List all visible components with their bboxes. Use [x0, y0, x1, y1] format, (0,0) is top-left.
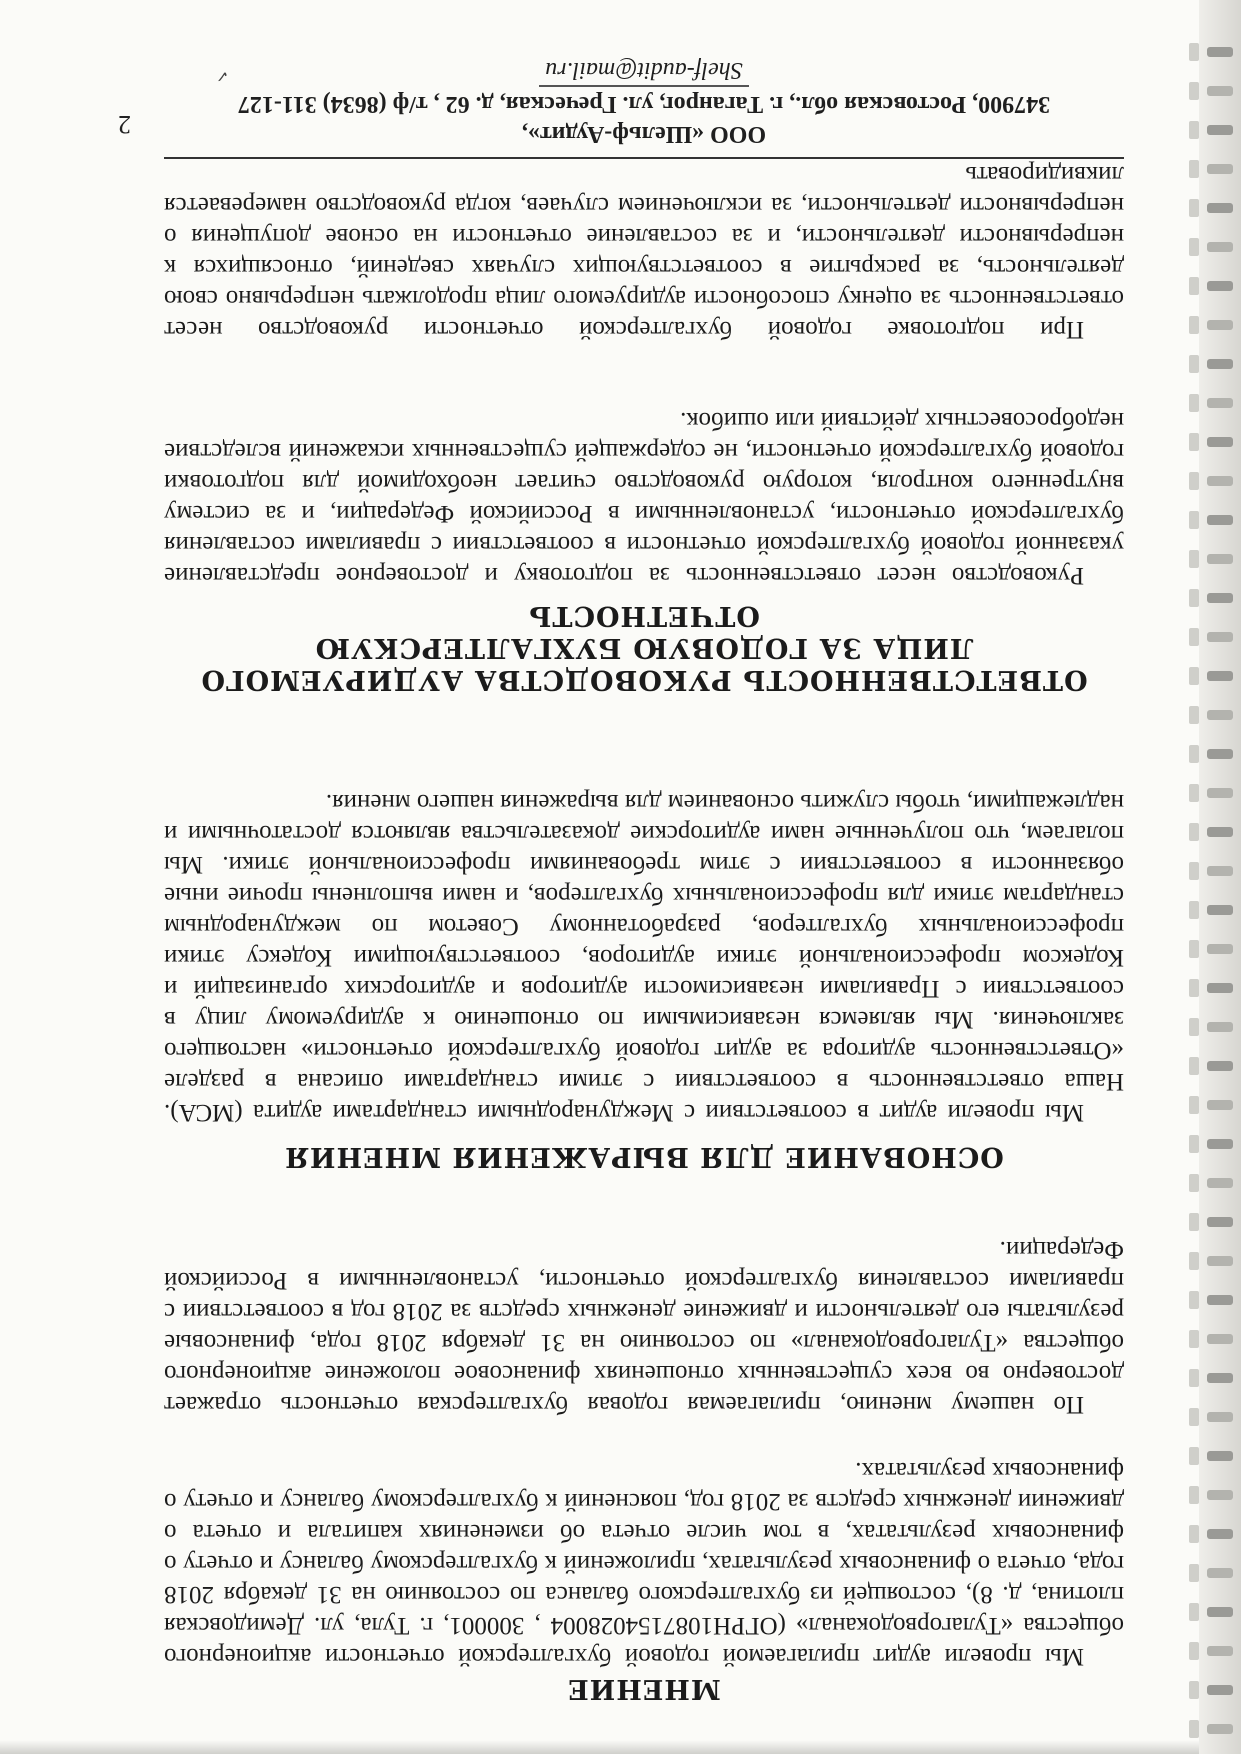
- punch-hole: [1189, 1408, 1199, 1426]
- punch-hole: [1189, 1252, 1199, 1270]
- punch-hole: [1189, 1135, 1199, 1153]
- binding-ring: [1207, 476, 1233, 486]
- punch-hole: [1189, 1720, 1199, 1738]
- punch-hole: [1189, 277, 1199, 295]
- punch-hole: [1189, 238, 1199, 256]
- paragraph: Руководство несет ответственность за подготовку и достоверное представление указанной годовой бухгалтерской отчетности в соответствии с правилами составления бухгалтерской отчетности, установленными в Российской Федерации, и за систему внутреннего контроля, которую руководство считает необходимой для подготовки годовой бухгалтерской отчетности, не содержащей существенных искажений вследствие недобросовестных действий или ошибок.: [164, 407, 1124, 589]
- binding-ring: [1207, 671, 1233, 681]
- punch-hole: [1189, 43, 1199, 61]
- binding-ring: [1207, 359, 1233, 369]
- paragraph: Мы провели аудит прилагаемой годовой бухгалтерской отчетности акционерного общества «Тулагорводоканал» (ОГРН1087154028004 , 300001, г. Тула, ул. Демидовская плотина, д. 8), состоящей из бухгалтерского баланса по состоянию на 31 декабря 2018 года, отчета о финансовых результатах, приложений к бухгалтерскому балансу и отчету о финансовых результатах, в том числе отчета об изменениях капитала и отчета о движении денежных средств за 2018 год, пояснений к бухгалтерскому балансу и отчету о финансовых результатах.: [164, 1457, 1124, 1670]
- binding-ring: [1207, 1373, 1233, 1383]
- binding-ring: [1207, 125, 1233, 135]
- binding-ring: [1207, 1646, 1233, 1656]
- binding-ring: [1207, 1334, 1233, 1344]
- binding-ring: [1207, 710, 1233, 720]
- punch-hole: [1189, 1369, 1199, 1387]
- binding-ring: [1207, 1724, 1233, 1734]
- punch-hole: [1189, 823, 1199, 841]
- punch-hole: [1189, 1096, 1199, 1114]
- binding-ring: [1207, 203, 1233, 213]
- binding-ring: [1207, 905, 1233, 915]
- punch-hole: [1189, 862, 1199, 880]
- punch-hole: [1189, 550, 1199, 568]
- punch-hole: [1189, 316, 1199, 334]
- punch-hole: [1189, 1603, 1199, 1621]
- footer-address: 347900, Ростовская обл., г. Таганрог, ул. Греческая, д. 62 , т/ф (8634) 311-127: [237, 91, 1051, 117]
- binding-ring: [1207, 437, 1233, 447]
- binding-ring: [1207, 1256, 1233, 1266]
- section-heading: ОСНОВАНИЕ ДЛЯ ВЫРАЖЕНИЯ МНЕНИЯ: [284, 1141, 1004, 1172]
- punch-hole: [1189, 1486, 1199, 1504]
- section-opinion: [164, 1234, 1124, 1704]
- scan-edge-shadow: [0, 1740, 1241, 1754]
- binding-ring: [1207, 1217, 1233, 1227]
- punch-hole: [1189, 589, 1199, 607]
- punch-hole: [1189, 1291, 1199, 1309]
- punch-hole: [1189, 1213, 1199, 1231]
- footer-email: Shelf-audit@mail.ru: [539, 55, 748, 87]
- punch-hole: [1189, 1642, 1199, 1660]
- punch-hole: [1189, 160, 1199, 178]
- binding-ring: [1207, 788, 1233, 798]
- binding-ring: [1207, 164, 1233, 174]
- punch-hole: [1189, 979, 1199, 997]
- punch-hole: [1189, 511, 1199, 529]
- punch-hole: [1189, 472, 1199, 490]
- footer-company: ООО «Шельф-Аудит»,: [521, 121, 767, 147]
- punch-hole: [1189, 901, 1199, 919]
- punch-hole: [1189, 1681, 1199, 1699]
- punch-hole: [1189, 940, 1199, 958]
- binding-ring: [1207, 515, 1233, 525]
- binding-ring: [1207, 1685, 1233, 1695]
- paragraph: При подготовке годовой бухгалтерской отчетности руководство несет ответственность за оценку способности аудируемого лица продолжать непрерывно свою деятельность, за раскрытие в соответствующих случаях сведений, относящихся к непрерывности деятельности, и за составление отчетности на основе допущения о непрерывности деятельности, за исключением случаев, когда руководство намеревается ликвидировать: [164, 161, 1124, 343]
- binding-ring: [1207, 1022, 1233, 1032]
- page-number: 2: [118, 110, 131, 139]
- paragraph: Мы провели аудит в соответствии с Международными стандартами аудита (МСА). Наша ответственность в соответствии с этими стандартами описана в разделе «Ответственность аудитора за аудит годовой бухгалтерской отчетности» настоящего заключения. Мы являемся независимыми по отношению к аудируемому лицу в соответствии с Правилами независимости аудиторов и аудиторских организаций и Кодексом профессиональной этики аудиторов, соответствующими Кодексу этики профессиональных бухгалтеров, разработанному Советом по международным стандартам этики для профессиональных бухгалтеров, и нами выполнены прочие иные обязанности в соответствии с этим требованиями профессиональной этики. Мы полагаем, что полученные нами аудиторские доказательства являются достаточными и надлежащими, чтобы служить основанием для выражения нашего мнения.: [164, 789, 1124, 1126]
- binding-ring: [1207, 47, 1233, 57]
- binding-ring: [1207, 866, 1233, 876]
- punch-hole: [1189, 1447, 1199, 1465]
- punch-hole: [1189, 1564, 1199, 1582]
- binding-ring: [1207, 242, 1233, 252]
- punch-hole: [1189, 745, 1199, 763]
- binding-ring: [1207, 1139, 1233, 1149]
- punch-hole: [1189, 121, 1199, 139]
- section-basis-for-opinion: [164, 787, 1124, 1172]
- binding-ring: [1207, 749, 1233, 759]
- punch-hole: [1189, 199, 1199, 217]
- binding-ring: [1207, 554, 1233, 564]
- ring-binding: [1199, 0, 1241, 1754]
- punch-hole: [1189, 433, 1199, 451]
- binding-ring: [1207, 86, 1233, 96]
- section-heading: МНЕНИЕ: [567, 1673, 721, 1704]
- binding-ring: [1207, 983, 1233, 993]
- section-management-responsibility: [164, 159, 1124, 695]
- page-footer: [164, 55, 1124, 159]
- punch-hole: [1189, 1018, 1199, 1036]
- binding-ring: [1207, 1568, 1233, 1578]
- punch-hole: [1189, 1330, 1199, 1348]
- binding-ring: [1207, 632, 1233, 642]
- binding-ring: [1207, 944, 1233, 954]
- binding-ring: [1207, 1100, 1233, 1110]
- punch-hole: [1189, 82, 1199, 100]
- punch-hole: [1189, 667, 1199, 685]
- punch-hole: [1189, 355, 1199, 373]
- punch-hole: [1189, 784, 1199, 802]
- punch-hole: [1189, 1525, 1199, 1543]
- binding-ring: [1207, 398, 1233, 408]
- binding-ring: [1207, 1412, 1233, 1422]
- punch-hole: [1189, 394, 1199, 412]
- binding-ring: [1207, 827, 1233, 837]
- paragraph: По нашему мнению, прилагаемая годовая бухгалтерская отчетность отражает достоверно во всех существенных отношениях финансовое положение акционерного общества «Тулагорводоканал» по состоянию на 31 декабря 2018 года, финансовые результаты его деятельности и движение денежных средств за 2018 год в соответствии с правилами составления бухгалтерской отчетности, установленными в Российской Федерации.: [164, 1236, 1124, 1418]
- binding-ring: [1207, 1178, 1233, 1188]
- pen-mark-icon: ✓: [215, 67, 229, 86]
- binding-ring: [1207, 1061, 1233, 1071]
- punch-hole: [1189, 1174, 1199, 1192]
- binding-ring: [1207, 320, 1233, 330]
- punch-hole: [1189, 706, 1199, 724]
- binding-ring: [1207, 1529, 1233, 1539]
- binding-ring: [1207, 1607, 1233, 1617]
- punch-hole: [1189, 628, 1199, 646]
- binding-ring: [1207, 1295, 1233, 1305]
- binding-ring: [1207, 1451, 1233, 1461]
- binding-ring: [1207, 281, 1233, 291]
- punch-hole: [1189, 1057, 1199, 1075]
- binding-ring: [1207, 1490, 1233, 1500]
- binding-ring: [1207, 593, 1233, 603]
- section-heading: ОТВЕТСТВЕННОСТЬ РУКОВОДСТВА АУДИРУЕМОГО ЛИЦА ЗА ГОДОВУЮ БУХГАЛТЕРСКУЮ ОТЧЕТНОСТЬ: [200, 600, 1088, 695]
- document-body: [164, 159, 1124, 1704]
